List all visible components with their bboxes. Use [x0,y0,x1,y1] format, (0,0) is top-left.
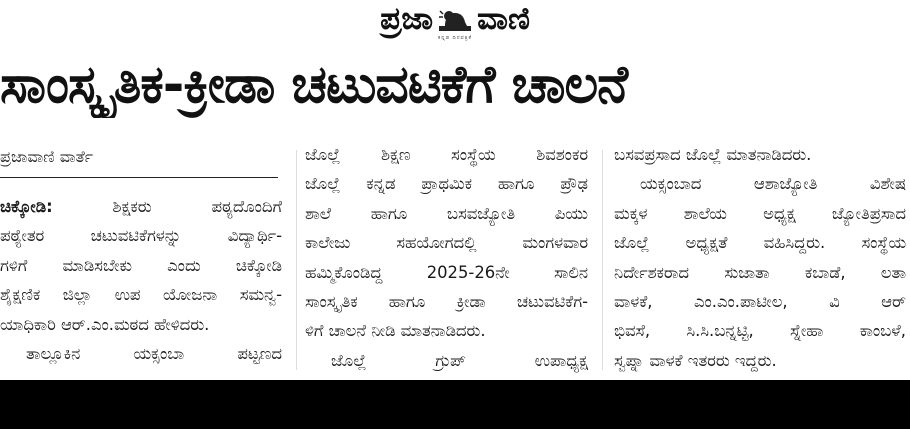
column-line: ಮಕ್ಕಳ ಶಾಲೆಯ ಅಧ್ಯಕ್ಷ ಜ್ಯೋತಿಪ್ರಸಾದ [614,203,906,223]
column-line: ಜೊಲ್ಲೆ ಗ್ರುಪ್ ಉಪಾಧ್ಯಕ್ಷ [331,350,588,370]
masthead-part-2: ವಾಣಿ [477,1,530,37]
byline: ಪ್ರಜಾವಾಣಿ ವಾರ್ತೆ [0,147,94,166]
column-line: ಳಿಗೆ ಚಾಲನೆ ನೀಡಿ ಮಾತನಾಡಿದರು. [305,321,486,341]
column-divider [296,150,297,370]
column-line: ಶಾಲೆ ಹಾಗೂ ಬಸವಜ್ಯೋತಿ ಪಿಯು [305,203,588,223]
article-column-1 [0,143,282,368]
masthead [0,2,910,36]
headline: ಸಾಂಸ್ಕೃತಿಕ-ಕ್ರೀಡಾ ಚಟುವಟಿಕೆಗೆ ಚಾಲನೆ [0,55,628,115]
masthead-tagline: ಕನ್ನಡ ದಿನಪತ್ರಿಕೆ [437,35,473,41]
column-line: ಶೈಕ್ಷಣಿಕ ಜಿಲ್ಲಾ ಉಪ ಯೋಜನಾ ಸಮನ್ವ- [0,285,282,305]
column-line: ಚಿಕ್ಕೋಡಿ: ಶಿಕ್ಷಕರು ಪಠ್ಯದೊಂದಿಗೆ [0,197,282,216]
column-line: ನಿರ್ದೇಶಕರಾದ ಸುಜಾತಾ ಕಬಾಡೆ, ಲತಾ [614,262,906,282]
lion-emblem-icon [437,4,473,34]
column-line: ಹಮ್ಮಿಕೊಂಡಿದ್ದ 2025-26ನೇ ಸಾಲಿನ [305,262,588,282]
column-line: ಯಾಧಿಕಾರಿ ಆರ್.ಎಂ.ಮಠದ ಹೇಳಿದರು. [0,314,210,334]
masthead-part-1: ಪ್ರಜಾ [380,1,434,37]
dateline: ಚಿಕ್ಕೋಡಿ: [0,197,53,216]
column-line: ಕಾಲೇಜು ಸಹಯೋಗದಲ್ಲಿ ಮಂಗಳವಾರ [305,233,588,253]
column-line: ಜೊಲ್ಲೆ ಕನ್ನಡ ಪ್ರಾಥಮಿಕ ಹಾಗೂ ಪ್ರೌಢ [305,174,588,194]
column-divider [602,150,603,370]
column-line: ಭಿವಸೆ, ಸಿ.ಸಿ.ಬನ್ನಟ್ಟಿ, ಸ್ನೇಹಾ ಕಾಂಬಳೆ, [614,321,906,341]
column-line: ಪಠ್ಯೇತರ ಚಟುವಟಿಕೆಗಳನ್ನು ವಿದ್ಯಾರ್ಥಿ- [0,226,282,246]
column-line: ಗಳಿಗೆ ಮಾಡಿಸಬೇಕು ಎಂದು ಚಿಕ್ಕೋಡಿ [0,255,282,275]
column-line: ಜೊಲ್ಲೆ ಅಧ್ಯಕ್ಷತೆ ವಹಿಸಿದ್ದರು. ಸಂಸ್ಥೆಯ [614,233,906,253]
column-line: ತಾಲ್ಲೂಕಿನ ಯಕ್ಸಂಬಾ ಪಟ್ಟಣದ [26,344,282,364]
article-column-2 [305,140,588,375]
column-line: ವಾಳಕೆ, ಎಂ.ಎಂ.ಪಾಟೀಲ, ವಿ ಆರ್ [614,292,906,312]
column-line: ಯಕ್ಸಂಬಾದ ಆಶಾಜ್ಯೋತಿ ವಿಶೇಷ [640,174,906,194]
column-line: ಸಾಂಸ್ಕೃತಿಕ ಹಾಗೂ ಕ್ರೀಡಾ ಚಟುವಟಿಕೆಗ- [305,292,588,312]
column-line: ಜೊಲ್ಲೆ ಶಿಕ್ಷಣ ಸಂಸ್ಥೆಯ ಶಿವಶಂಕರ [305,145,588,164]
column-line: ಬಸವಪ್ರಸಾದ ಜೊಲ್ಲೆ ಮಾತನಾಡಿದರು. [614,145,812,164]
column-line: ಸ್ವಪ್ನಾ ವಾಳಕೆ ಇತರರು ಇದ್ದರು. [614,350,777,370]
byline-rule [0,177,278,178]
article-column-3 [614,140,906,375]
